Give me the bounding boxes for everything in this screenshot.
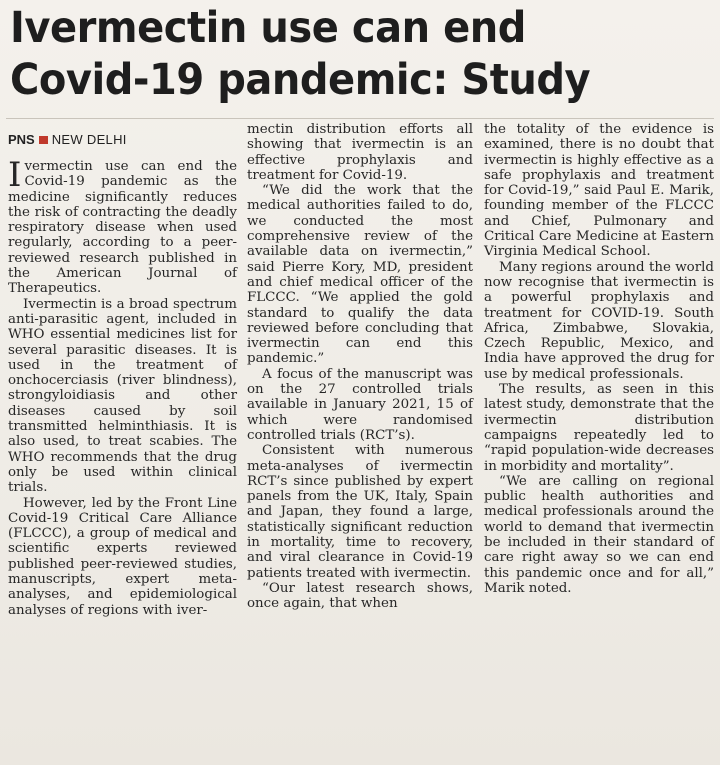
drop-cap: I — [8, 155, 22, 195]
paragraph: Consistent with numerous meta-analyses of ivermectin RCT’s since published by expert panels from the UK, Italy, Spain and Japan, they found a large, statistically significant reduction in mortality, time to recovery, and viral clearance in Covid-19 patients treated with ivermectin. — [247, 443, 473, 581]
paragraph: “We did the work that the medical authorities failed to do, we conducted the most comprehensive review of the available data on ivermectin,” said Pierre Kory, MD, president and chief medical officer of the FLCCC. “We applied the gold standard to qualify the data reviewed before concluding that ivermectin can end this pandemic.” — [247, 183, 473, 367]
article-column-1 — [8, 122, 237, 618]
headline-divider — [6, 118, 714, 119]
byline-agency: PNS — [8, 132, 35, 147]
article-column-2 — [247, 122, 473, 612]
paragraph-text: vermectin use can end the Covid-19 pandemic as the medicine significantly reduces the risk of contracting the deadly respiratory disease when used regularly, according to a peer-reviewed research published in the American Journal of Therapeutics. — [8, 159, 237, 297]
paragraph: The results, as seen in this latest study, demonstrate that the ivermectin distribution campaigns repeatedly led to “rapid population-wide decreases in morbidity and mortality”. — [484, 382, 714, 474]
paragraph: “Our latest research shows, once again, that when — [247, 580, 473, 612]
paragraph: mectin distribution efforts all showing that ivermectin is an effective prophylaxis and treatment for Covid-19. — [247, 122, 473, 183]
headline — [10, 2, 666, 106]
paragraph: the totality of the evidence is examined, there is no doubt that ivermectin is highly effective as a safe prophylaxis and treatment for Covid-19,” said Paul E. Marik, founding member of the FLCCC and Chief, Pulmonary and Critical Care Medicine at Eastern Virginia Medical School. — [484, 122, 714, 260]
paragraph: Many regions around the world now recognise that ivermectin is a powerful prophylaxis and treatment for COVID-19. South Africa, Zimbabwe, Slovakia, Czech Republic, Mexico, and India have approved the drug for use by medical professionals. — [484, 259, 714, 382]
byline — [8, 132, 237, 147]
byline-square-icon — [39, 136, 48, 144]
headline-line-1: Ivermectin use can end — [10, 3, 526, 53]
paragraph: “We are calling on regional public health authorities and medical professionals around the world to demand that ivermectin be included in their standard of care right away so we can end this pandemic once and for all,” Marik noted. — [484, 473, 714, 596]
headline-line-2: Covid-19 pandemic: Study — [10, 55, 591, 105]
paragraph: A focus of the manuscript was on the 27 controlled trials available in January 2021, 15 of which were randomised controlled trials (RCT’s). — [247, 366, 473, 443]
article-column-3 — [484, 122, 714, 596]
paragraph: Ivermectin is a broad spectrum anti-parasitic agent, included in WHO essential medicines list for several parasitic diseases. It is used in the treatment of onchocerciasis (river blindness), strongyloidiasis and other diseases caused by soil transmitted helminthiasis. It is also used, to treat scabies. The WHO recommends that the drug only be used within clinical trials. — [8, 296, 237, 496]
byline-location: NEW DELHI — [51, 132, 127, 147]
paragraph — [8, 155, 237, 297]
paragraph: However, led by the Front Line Covid-19 Critical Care Alliance (FLCCC), a group of medical and scientific experts reviewed published peer-reviewed studies, manuscripts, expert meta-analyses, and epidemiological analyses of regions with iver- — [8, 495, 237, 618]
